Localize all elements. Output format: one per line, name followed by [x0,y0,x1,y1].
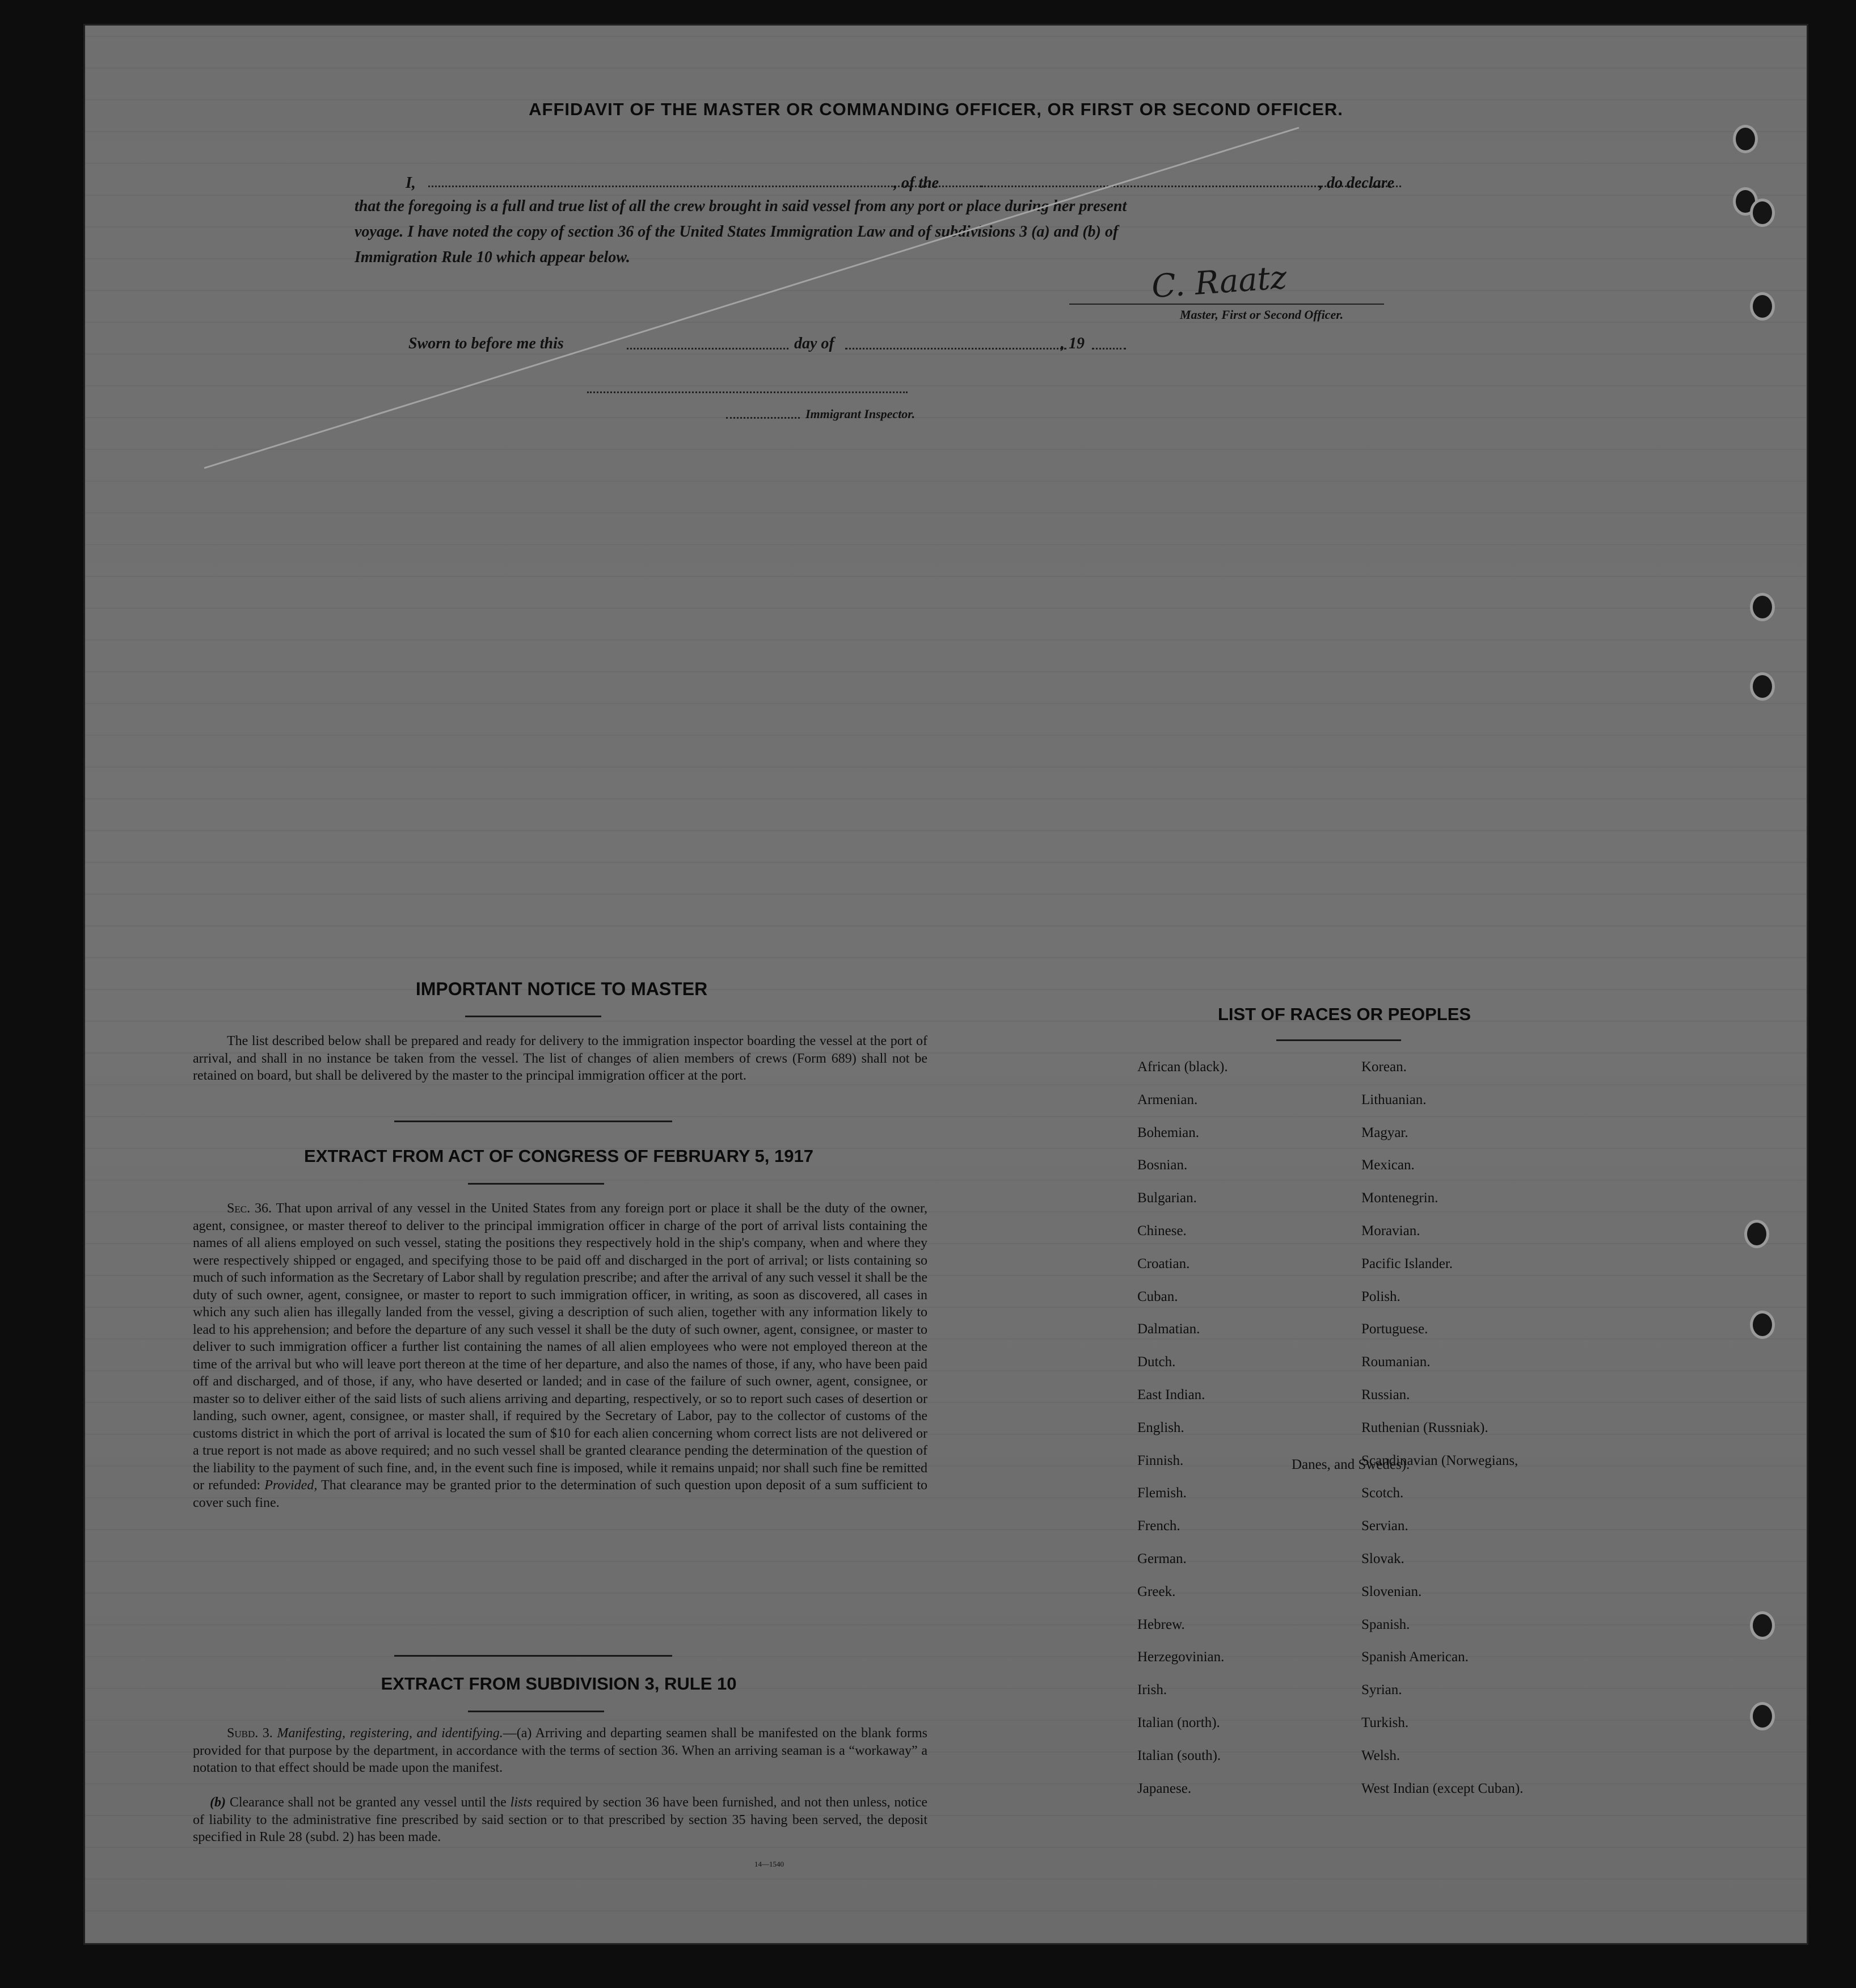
race-item: Turkish. [1361,1715,1409,1730]
notice-title: IMPORTANT NOTICE TO MASTER [415,979,708,999]
race-item: Bohemian. [1137,1124,1200,1140]
race-item: Spanish. [1361,1616,1410,1632]
rule-paragraph-a [193,1725,927,1777]
race-item: Finnish. [1137,1452,1184,1468]
race-item: Moravian. [1361,1223,1420,1239]
affidavit-line-4: Immigration Rule 10 which appear below. [355,248,630,266]
binder-hole [1750,292,1775,321]
act-body [193,1200,927,1511]
race-item: Chinese. [1137,1223,1187,1239]
race-item: Croatian. [1137,1256,1190,1271]
sworn-year-label: , 19 [1061,335,1085,352]
form-number: 14—1540 [754,1860,784,1868]
race-item: Korean. [1361,1059,1407,1075]
act-section-lead: Sec. 36. [227,1201,272,1216]
act-section-text: That upon arrival of any vessel in the United States from any foreign port or place it shall be the duty of the owner, agent, consignee, or master thereof to deliver to the principal immigration officer in charge of the port of arrival lists containing the names of all aliens employed on such vessel, stating the positions they respectively hold in the ship's company, when and where they were respectively shipped or engaged, and specifying those to be paid off and discharged in the port of arrival; or lists containing so much of such information as the Secretary of Labor shall by regulation prescribe; and after the arrival of any such vessel it shall be the duty of such owner, agent, consignee, or master to report to such immigration officer, in writing, as soon as discovered, all cases in which any such alien has illegally landed from the vessel, giving a description of such alien, together with any information likely to lead to his apprehension; and before the departure of any such vessel it shall be the duty of such owner, agent, consignee, or master to deliver to such immigration officer a further list containing the names of all alien employees who were not employed thereon at the time of the arrival but who will leave port thereon at the time of her departure, and also the names of those, if any, who have been paid off and discharged, and of those, if any, who have deserted or landed; and in case of the failure of such owner, agent, consignee, or master so to deliver either of the said lists of such aliens arriving and departing, respectively, or so to report such cases of desertion or landing, such owner, agent, consignee, or master shall, if required by the Secretary of Labor, pay to the collector of customs of the customs district in which the port of arrival is located the sum of $10 for each alien concerning whom correct lists are not delivered or a true report is not made as above required; and no such vessel shall be granted clearance pending the determination of the question of the liability to the payment of such fine, and, in the event such fine is imposed, while it remains unpaid; nor shall such fine be remitted or refunded: [193,1201,927,1493]
race-item: Servian. [1361,1518,1408,1534]
race-item: Pacific Islander. [1361,1256,1453,1271]
race-item: Spanish American. [1361,1649,1469,1665]
binder-hole [1750,672,1775,701]
race-item: Slovak. [1361,1551,1404,1566]
notice-body: The list described below shall be prepared and ready for delivery to the immigration inspector boarding the vessel at the port of arrival, and shall in no instance be taken from the vessel. The list of changes of alien members of crews (Form 689) shall not be retained on board, but shall be delivered by the master to the principal immigration officer at the port. [193,1034,927,1083]
sworn-day-of-label: day of [794,335,834,352]
act-rule [394,1655,672,1657]
race-item: East Indian. [1137,1387,1205,1402]
race-item: Polish. [1361,1288,1401,1304]
race-item: Roumanian. [1361,1354,1431,1370]
binder-hole [1750,1311,1775,1339]
rule-title-rule [468,1711,604,1712]
race-item: Greek. [1137,1583,1176,1599]
rule-paragraph-b [193,1794,927,1846]
race-item: Italian (south). [1137,1747,1221,1763]
act-title: EXTRACT FROM ACT OF CONGRESS OF FEBRUARY 5, 1917 [304,1146,813,1166]
document-sheet [85,26,1807,1943]
act-proviso-word: Provided, [264,1478,318,1493]
race-item: African (black). [1137,1059,1228,1075]
race-item: West Indian (except Cuban). [1361,1780,1524,1796]
rule-subd-b-text-2: required by section 36 have been furnished, and not then unless, notice of liability to the administrative fine prescribed by said section or to that prescribed by section 35 having been served, the deposit specified in Rule 28 (subd. 2) has been made. [193,1795,928,1844]
race-item: Slovenian. [1361,1583,1422,1599]
signature-caption: Master, First or Second Officer. [1180,308,1344,322]
affidavit-line-2: that the foregoing is a full and true list of all the crew brought in said vessel from any port or place during her present [355,197,1127,215]
inspector-caption: Immigrant Inspector. [805,407,916,421]
notice-rule [394,1121,672,1122]
affidavit-line-3: voyage. I have noted the copy of section 36 of the United States Immigration Law and of subdivisions 3 (a) and (b) of [355,223,1119,241]
diagonal-stroke [199,122,1305,474]
race-item: Herzegovinian. [1137,1649,1225,1665]
affidavit-title: AFFIDAVIT OF THE MASTER OR COMMANDING OFFICER, OR FIRST OR SECOND OFFICER. [529,99,1343,119]
rule-subd-b-text-1: Clearance shall not be granted any vessel until the [229,1795,507,1810]
race-item: French. [1137,1518,1180,1534]
rule-subd-b-marker: (b) [210,1795,226,1810]
binder-hole [1750,593,1775,621]
race-item: Hebrew. [1137,1616,1185,1632]
race-item: Italian (north). [1137,1715,1220,1730]
notice-title-rule [465,1016,601,1017]
act-title-rule [468,1183,604,1185]
race-item: Bosnian. [1137,1157,1188,1173]
race-item: Irish. [1137,1682,1167,1698]
act-proviso-text: That clearance may be granted prior to the determination of such question upon deposit of a sum sufficient to cover such fine. [193,1478,927,1510]
rule-subd-lead: Subd. 3. [227,1726,273,1741]
race-item: Flemish. [1137,1485,1187,1501]
rule-subd-b-italic: lists [510,1795,533,1810]
affidavit-i-label: I, [406,174,416,192]
race-item: Lithuanian. [1361,1092,1427,1107]
race-item: Mexican. [1361,1157,1415,1173]
race-item: Portuguese. [1361,1321,1428,1337]
race-item: Scotch. [1361,1485,1404,1501]
binder-hole [1733,125,1758,153]
race-item: German. [1137,1551,1187,1566]
rule-subd-marker: —(a) [503,1726,532,1741]
race-item: Bulgarian. [1137,1190,1197,1206]
race-item: Dutch. [1137,1354,1176,1370]
rule-title: EXTRACT FROM SUBDIVISION 3, RULE 10 [381,1674,737,1694]
race-item: Dalmatian. [1137,1321,1200,1337]
race-item: Ruthenian (Russniak). [1361,1420,1488,1435]
race-item: Syrian. [1361,1682,1402,1698]
race-item: Japanese. [1137,1780,1192,1796]
race-item: Welsh. [1361,1747,1401,1763]
race-item: Cuban. [1137,1288,1178,1304]
affidavit-do-declare-label: , do declare [1319,174,1394,192]
rule-subd-heading: Manifesting, registering, and identifying. [277,1726,503,1741]
binder-hole [1750,1702,1775,1730]
binder-hole [1744,1220,1769,1248]
race-item: Montenegrin. [1361,1190,1439,1206]
sworn-prefix: Sworn to before me this [408,335,564,352]
race-item: Scandinavian (Norwegians, [1361,1452,1518,1468]
race-item: English. [1137,1420,1184,1435]
binder-hole [1750,1611,1775,1640]
rule-subd-a-text: Arriving and departing seamen shall be manifested on the blank forms provided for that purpose by the department, in accordance with the terms of section 36. When an arriving seaman is a “workaway” a notation to that effect should be made upon the manifest. [193,1726,927,1775]
races-title-rule [1276,1039,1401,1041]
races-title: LIST OF RACES OR PEOPLES [1217,1004,1471,1024]
race-item: Armenian. [1137,1092,1198,1107]
binder-hole [1750,199,1775,227]
race-item: Magyar. [1361,1124,1408,1140]
race-item-continuation: Danes, and Swedes). [1292,1457,1410,1472]
affidavit-of-the-label: , of the [893,174,939,192]
race-item: Russian. [1361,1387,1410,1402]
master-signature: C. Raatz [1150,259,1288,306]
